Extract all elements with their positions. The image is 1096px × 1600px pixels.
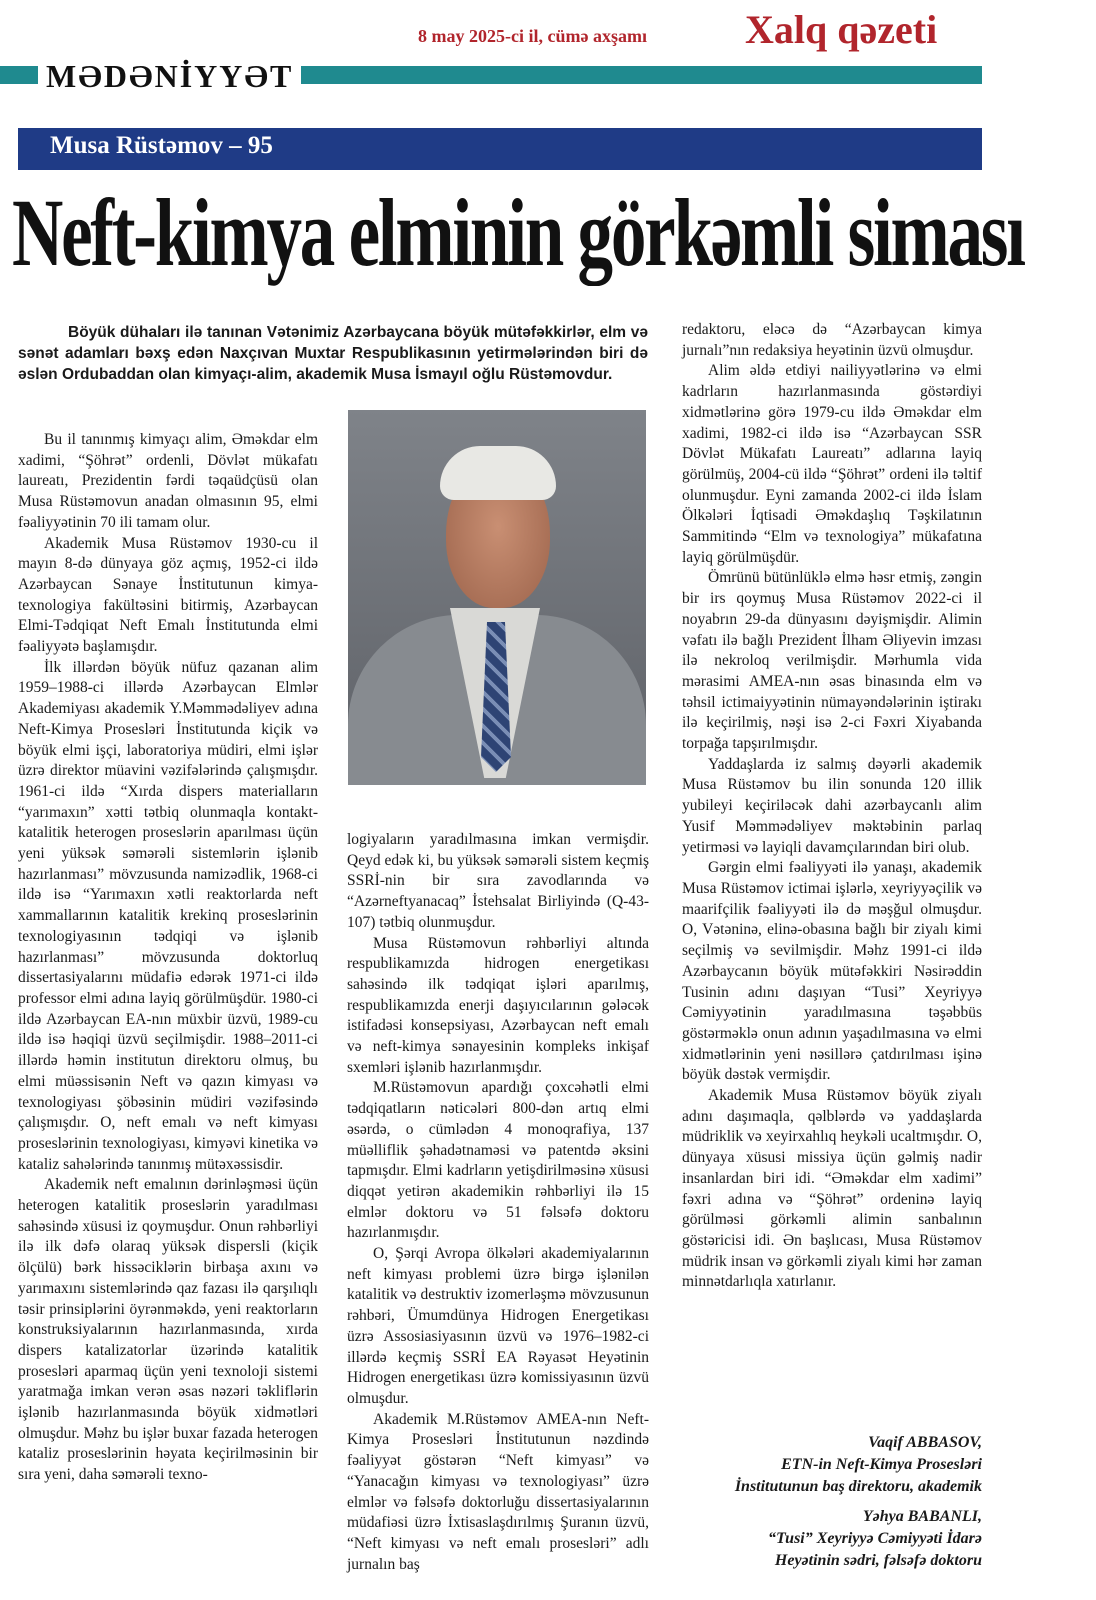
paragraph: Akademik Musa Rüstəmov böyük ziyalı adını daşımaqla, qəlblərdə və yaddaşlarda müdriklik və xeyirxahlıq heykəli ucaltmışdır. O, dünyaya xüsusi missiya üçün gəlmiş nadir insanlardan biri idi. “Əməkdar elm xadimi” fəxri adına və “Şöhrət” ordeninə layiq görülməsi görkəmli alimin sanbalının göstəricisi idi. Ən başlıcası, Musa Rüstəmov müdrik insan və görkəmli ziyalı kimi hər zaman minnətdarlıqla xatırlanır. — [682, 1087, 982, 1291]
paragraph: Musa Rüstəmovun rəhbərliyi altında respublikamızda hidrogen energetikası sahəsində ilk tədqiqat işləri aparılmış, respublikamızda enerji daşıyıcılarının gələcək istifadəsi konsepsiyası, Azərbaycan neft emalı və neft-kimya sənayesinin kompleks inkişaf sxemləri işlənib hazırlanmışdır. — [347, 934, 649, 1076]
signature-block — [682, 1432, 982, 1572]
paragraph: Akademik Musa Rüstəmov 1930-cu il mayın 8-də dünyaya göz açmış, 1952-ci ildə Azərbaycan Sənaye İnstitutunun kimya-texnologiya fakültəsini bitirmiş, Azərbaycan Elmi-Tədqiqat Neft Emalı İnstitutunda elmi fəaliyyətə başlamışdır. — [18, 534, 318, 656]
rubric-text: Musa Rüstəmov – 95 — [50, 132, 273, 159]
lead-paragraph: Böyük dühaları ilə tanınan Vətənimiz Azərbaycana böyük mütəfəkkirlər, elm və sənət adamları bəxş edən Naxçıvan Muxtar Respublikasının yetirmələrindən biri də əslən Ordubaddan olan kimyaçı-alim, akademik Musa İsmayıl oğlu Rüstəmovdur. — [18, 324, 648, 383]
paragraph: Gərgin elmi fəaliyyəti ilə yanaşı, akademik Musa Rüstəmov ictimai işlərlə, xeyriyyəçilik və maarifçilik fəaliyyəti ilə də məşğul olmuşdur. O, Vətəninə, elinə-obasına bağlı bir ziyalı kimi seçilmiş və sevilmişdir. Məhz 1991-ci ildə Azərbaycanın böyük mütəfəkkiri Nəsirəddin Tusinin adını daşıyan “Tusi” Xeyriyyə Cəmiyyətinin yaradılmasına təşəbbüs göstərməklə onun adının yaşadılmasına və elmi xidmətlərinin yeni nəsillərə çatdırılması işinə böyük dəstək vermişdir. — [682, 859, 982, 1084]
paragraph: Alim əldə etdiyi nailiyyətlərinə və elmi kadrların hazırlanmasında göstərdiyi xidmətlərinə görə 1979-cu ildə Əməkdar elm xadimi, 1982-ci ildə isə “Azərbaycan SSR Dövlət Mükafatı Laureatı” adlarına layiq görülmüş, 2004-cü ildə “Şöhrət” ordeni ilə təltif olunmuşdur. Eyni zamanda 2002-ci ildə İslam Ölkələri İqtisadi Əməkdaşlıq Təşkilatının Sammitində “Elm və texnologiya” mükafatına layiq görülmüşdür. — [682, 362, 982, 566]
paragraph: Ömrünü bütünlüklə elmə həsr etmiş, zəngin bir irs qoymuş Musa Rüstəmov 2022-ci il noyabrın 29-da dünyasını dəyişmişdir. Alimin vəfatı ilə bağlı Prezident İlham Əliyevin imzası ilə nekroloq verilmişdir. Mərhumla vida mərasimi AMEA-nın əsas binasında elm və təhsil ictimaiyyətinin nümayəndələrinin iştirakı ilə keçirilmiş, nəşi isə 2-ci Fəxri Xiyabanda torpağa tapşırılmışdır. — [682, 569, 982, 753]
author-2-name: Yəhya BABANLI, — [862, 1508, 982, 1525]
author-2-title: “Tusi” Xeyriyyə Cəmiyyəti İdarə — [767, 1530, 982, 1547]
rubric-banner — [18, 128, 982, 170]
newspaper-name: Xalq qəzeti — [745, 7, 938, 52]
paragraph: logiyaların yaradılmasına imkan vermişdir. Qeyd edək ki, bu yüksək səmərəli sistem keçmiş SSRİ-nin bir sıra zavodlarında və “Azərneftyanacaq” İstehsalat Birliyində (Q-43-107) tətbiq olunmuşdur. — [347, 831, 649, 931]
photo-hair — [440, 446, 556, 500]
author-1-name: Vaqif ABBASOV, — [868, 1434, 982, 1451]
text-column-3 — [682, 320, 982, 1420]
author-1-title: ETN-in Neft-Kimya Prosesləri — [781, 1456, 982, 1473]
author-1-title: İnstitutunun baş direktoru, akademik — [734, 1478, 982, 1495]
paragraph: Akademik neft emalının dərinləşməsi üçün heterogen katalitik proseslərin yaradılması sahəsində xüsusi iz qoymuşdur. Onun rəhbərliyi ilə ilk dəfə olaraq yüksək dispersli (kiçik ölçülü) bərk hissəciklərin birbaşa axını və yarımaxını sistemlərində qaz fazası ilə qarşılıqlı təsir prinsiplərini öyrənməkdə, yeni reaktorların konstruksiyalarının hazırlanmasında, xırda dispers katalizatorlar üzərində katalitik prosesləri aparmaq üçün yeni texnoloji sistemi yaratmağa imkan verən əsas nəzəri təkliflərin işlənib hazırlanmasında böyük xidmətləri olmuşdur. Məhz bu işlər buxar fazada heterogen kataliz proseslərinin həyata keçirilməsinin bir sıra yeni, daha səmərəli texno- — [18, 1176, 318, 1484]
section-label: MƏDƏNİYYƏT — [38, 56, 301, 96]
text-column-2 — [347, 830, 649, 1595]
paragraph: Yaddaşlarda iz salmış dəyərli akademik Musa Rüstəmov bu ilin sonunda 120 illik yubileyi keçiriləcək dahi azərbaycanlı alim Yusif Məmmədəliyev məktəbinin parlaq yetirməsi və layiqli davamçılarından biri olub. — [682, 755, 982, 856]
paragraph: O, Şərqi Avropa ölkələri akademiyalarının neft kimyası problemi üzrə birgə işlənilən katalitik və destruktiv izomerləşmə mövzusunun rəhbəri, Ümumdünya Hidrogen Energetikası üzrə Assosiasiyasının üzvü və 1976–1982-ci illərdə keçmiş SSRİ EA Rəyasət Heyətinin Hidrogen energetikası üzrə komissiyasının üzvü olmuşdur. — [347, 1245, 649, 1407]
text-column-1 — [18, 430, 318, 1595]
headline: Neft-kimya elminin görkəmli siması — [12, 179, 1024, 286]
paragraph: Akademik M.Rüstəmov AMEA-nın Neft-Kimya Prosesləri İnstitutunun nəzdində fəaliyyət göstərən “Neft kimyası” və “Yanacağın kimyası və texnologiyası” üzrə elmlər və fəlsəfə doktorluğu dissertasiyalarının müdafiəsi üzrə İxtisaslaşdırılmış Şuranın üzvü, “Neft kimyası və neft emalı prosesləri” adlı jurnalın baş — [347, 1410, 649, 1573]
paragraph: İlk illərdən böyük nüfuz qazanan alim 1959–1988-ci illərdə Azərbaycan Elmlər Akademiyası akademik Y.Məmmədəliyev adına Neft-Kimya Prosesləri İnstitutunda kiçik və böyük elmi işçi, laboratoriya müdiri, elmi işlər üzrə direktor müavini vəzifələrində çalışmışdır. 1961-ci ildə “Xırda dispers materialların “yarımaxın” xətti tətbiq olunmaqla kontakt-katalitik heterogen proseslərin aparılması üçün yeni yüksək səmərəli sistemlərin işlənib hazırlanması” mövzusunda namizədlik, 1968-ci ildə isə “Yarımaxın xətli reaktorlarda neft xammallarının katalitik krekinq proseslərinin texnologiyasının tədqiqi və işlənib hazırlanması” mövzusunda doktorluq dissertasiyalarını müdafiə edərək 1971-ci ildə professor elmi adına layiq görülmüşdür. 1980-ci ildə Azərbaycan EA-nın müxbir üzvü, 1989-cu ildə isə həqiqi üzvü seçilmişdir. 1988–2011-ci illərdə həmin institutun direktoru olmuş, bu elmi müəssisənin Neft və qazın kimyası və texnologiyası şöbəsinin müdiri vəzifəsində çalışmışdır. O, neft emalı və neft kimyası proseslərinin texnologiyası, kimyəvi kinetika və kataliz sahələrində tanınmış mütəxəssisdir. — [18, 658, 318, 1173]
paragraph: Bu il tanınmış kimyaçı alim, Əməkdar elm xadimi, “Şöhrət” ordenli, Dövlət mükafatı laureatı, Prezidentin fərdi təqaüdçüsü olan Musa Rüstəmovun anadan olmasının 95, elmi fəaliyyətinin 70 ili tamam olur. — [18, 431, 318, 531]
portrait-photo — [348, 410, 646, 774]
paragraph: redaktoru, eləcə də “Azərbaycan kimya jurnalı”nın redaksiya heyətinin üzvü olmuşdur. — [682, 321, 982, 359]
author-2-title: Heyətinin sədri, fəlsəfə doktoru — [774, 1552, 982, 1569]
paragraph: M.Rüstəmovun apardığı çoxcəhətli elmi tədqiqatların nəticələri 800-dən artıq elmi əsərdə, o cümlədən 4 monoqrafiya, 137 müəlliflik şəhadətnaməsi və patentdə əksini tapmışdır. Elmi kadrların yetişdirilməsinə xüsusi diqqət yetirən akademikin rəhbərliyi ilə 15 elmlər doktoru və 51 fəlsəfə doktoru hazırlanmışdır. — [347, 1079, 649, 1242]
issue-date: 8 may 2025-ci il, cümə axşamı — [418, 26, 647, 46]
